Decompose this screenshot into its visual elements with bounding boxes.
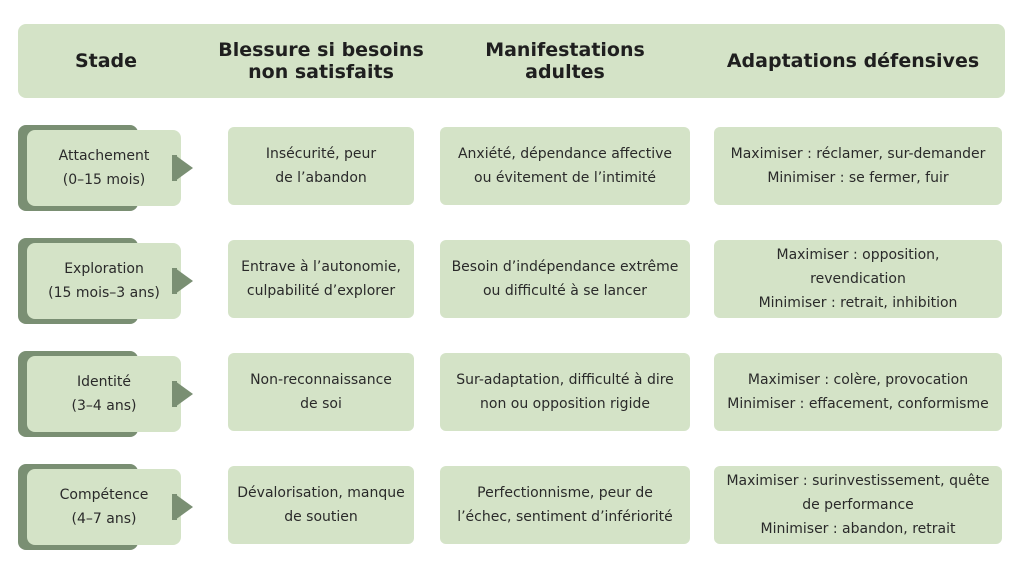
manifestation-cell: Perfectionnisme, peur de l’échec, sentiment d’infériorité (440, 466, 690, 544)
table-row (0, 125, 1024, 211)
adaptation-cell: Maximiser : opposition, revendication Minimiser : retrait, inhibition (714, 240, 1002, 318)
manifestation-cell: Sur-adaptation, difficulté à dire non ou opposition rigide (440, 353, 690, 431)
table-row (0, 464, 1024, 550)
wound-cell: Dévalorisation, manque de soutien (228, 466, 414, 544)
table-header (18, 24, 1005, 98)
manifestation-cell: Besoin d’indépendance extrême ou difficulté à se lancer (440, 240, 690, 318)
arrow-right-icon (175, 155, 193, 181)
table-row (0, 351, 1024, 437)
stage-attachement: Attachement (0–15 mois) (27, 130, 181, 206)
arrow-right-icon (175, 381, 193, 407)
wound-cell: Non-reconnaissance de soi (228, 353, 414, 431)
table-row (0, 238, 1024, 324)
wound-cell: Insécurité, peur de l’abandon (228, 127, 414, 205)
adaptation-cell: Maximiser : réclamer, sur-demander Minimiser : se fermer, fuir (714, 127, 1002, 205)
arrow-right-icon (175, 268, 193, 294)
header-manifestations: Manifestations adultes (485, 39, 645, 83)
arrow-right-icon (175, 494, 193, 520)
header-stade: Stade (74, 50, 138, 72)
manifestation-cell: Anxiété, dépendance affective ou évitement de l’intimité (440, 127, 690, 205)
stage-identite: Identité (3–4 ans) (27, 356, 181, 432)
adaptation-cell: Maximiser : colère, provocation Minimiser : effacement, conformisme (714, 353, 1002, 431)
stage-competence: Compétence (4–7 ans) (27, 469, 181, 545)
stage-exploration: Exploration (15 mois–3 ans) (27, 243, 181, 319)
adaptation-cell: Maximiser : surinvestissement, quête de performance Minimiser : abandon, retrait (714, 466, 1002, 544)
header-blessure: Blessure si besoins non satisfaits (218, 39, 424, 83)
header-adaptations: Adaptations défensives (726, 50, 980, 72)
wound-cell: Entrave à l’autonomie, culpabilité d’explorer (228, 240, 414, 318)
